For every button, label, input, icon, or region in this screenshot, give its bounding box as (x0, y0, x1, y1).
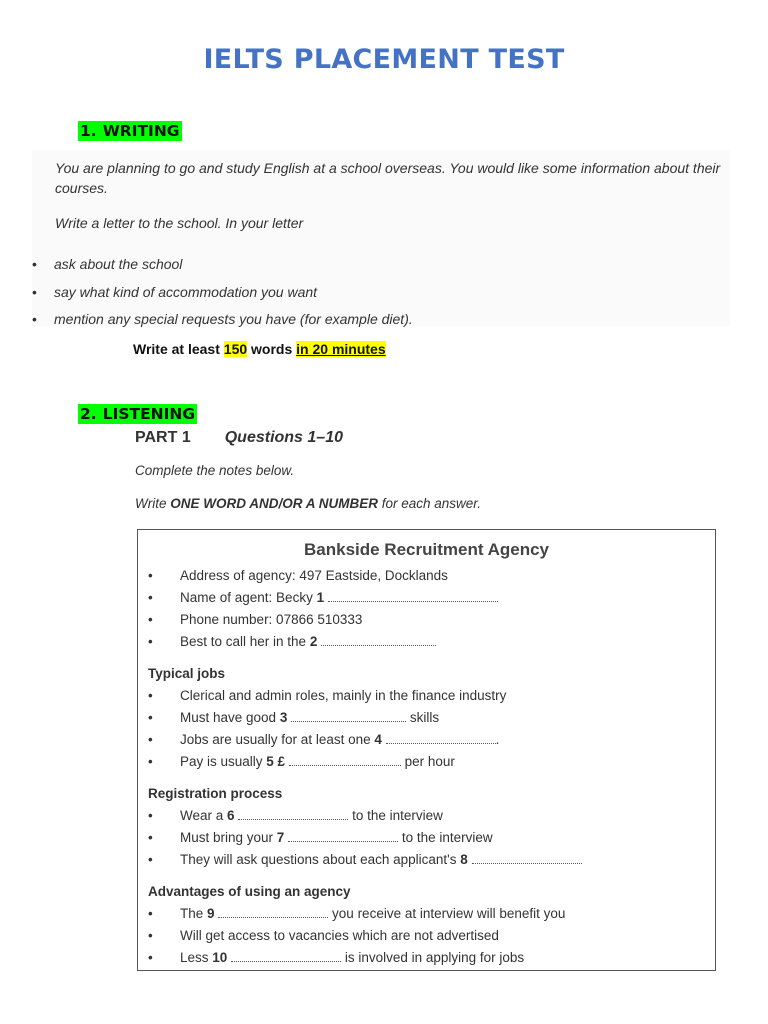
subheading-registration: Registration process (148, 786, 283, 801)
notes-title: Bankside Recruitment Agency (304, 540, 549, 559)
listening-scan (120, 425, 730, 985)
part-heading: PART 1 Questions 1–10 (135, 429, 343, 446)
answer-blank[interactable] (238, 809, 348, 820)
answer-blank[interactable] (231, 951, 341, 962)
answer-blank[interactable] (218, 907, 328, 918)
section-title: LISTENING (102, 405, 196, 423)
answer-blank[interactable] (321, 635, 436, 646)
bullet-icon: • (32, 311, 37, 327)
section-number: 1. (80, 122, 97, 140)
writing-intro: You are planning to go and study English at a school overseas. You would like some information about their courses. (55, 160, 721, 196)
bullet-icon: • (148, 612, 153, 627)
question-number: 5 £ (266, 754, 286, 769)
question-number: 8 (460, 852, 468, 867)
word-count-highlight: 150 (223, 341, 248, 357)
question-number: 10 (212, 950, 228, 965)
question-number: 9 (207, 906, 215, 921)
writing-instruction: Write at least 150 words in 20 minutes (133, 341, 386, 357)
bullet-icon: • (148, 830, 153, 845)
question-number: 6 (227, 808, 235, 823)
answer-blank[interactable] (289, 755, 401, 766)
bullet-icon: • (148, 634, 153, 649)
question-number: 4 (374, 732, 382, 747)
bullet-icon: • (148, 710, 153, 725)
subheading-typical-jobs: Typical jobs (148, 666, 226, 681)
notes-box: Bankside Recruitment Agency • Address of agency: 497 Eastside, Docklands • Name of agent: Becky 1 • Phone number: 07866 510333 • Best to call her in the 2 Typical jobs • Clerical and admin roles, mainly in the finance industry • Must have good 3 skills • Jobs are usually for at least one 4 . • Pay is usually 5 £ per hour Registration process • Wear a 6 to the interview • Must bring your 7 to the interview • They will ask questions about each applicant's 8 Advantages of using an agency • The 9 you receive at interview will benefit you • Will get access to vacancies which are not advertised • Less 10 is involved in applying for jobs (137, 529, 716, 971)
bullet-icon: • (148, 852, 153, 867)
question-number: 7 (276, 830, 285, 845)
section-heading-listening (78, 404, 197, 424)
bullet-icon: • (148, 808, 153, 823)
section-number: 2. (80, 405, 97, 423)
instruction-write: Write ONE WORD AND/OR A NUMBER for each answer. (135, 496, 482, 511)
bullet-icon: • (148, 732, 153, 747)
bullet-icon: • (148, 754, 153, 769)
question-number: 1 (316, 590, 325, 605)
bullet-icon: • (32, 284, 37, 300)
question-number: 3 (279, 710, 288, 725)
bullet-icon: • (148, 906, 153, 921)
bullet-icon: • (32, 256, 37, 272)
answer-blank[interactable] (288, 831, 398, 842)
section-heading-writing (78, 121, 182, 141)
answer-blank[interactable] (386, 733, 496, 744)
subheading-advantages: Advantages of using an agency (148, 884, 351, 899)
section-title: WRITING (102, 122, 180, 140)
answer-blank[interactable] (291, 711, 406, 722)
bullet-icon: • (148, 568, 153, 583)
bullet-icon: • (148, 688, 153, 703)
bullet-icon: • (148, 590, 153, 605)
answer-blank[interactable] (328, 591, 498, 602)
instruction-complete: Complete the notes below. (135, 463, 295, 478)
answer-blank[interactable] (472, 853, 582, 864)
question-number: 2 (309, 634, 318, 649)
bullet-icon: • (148, 950, 153, 965)
writing-task: Write a letter to the school. In your letter (55, 215, 304, 231)
time-limit-highlight: in 20 minutes (296, 341, 386, 357)
page-title: IELTS PLACEMENT TEST (203, 44, 565, 75)
bullet-icon: • (148, 928, 153, 943)
